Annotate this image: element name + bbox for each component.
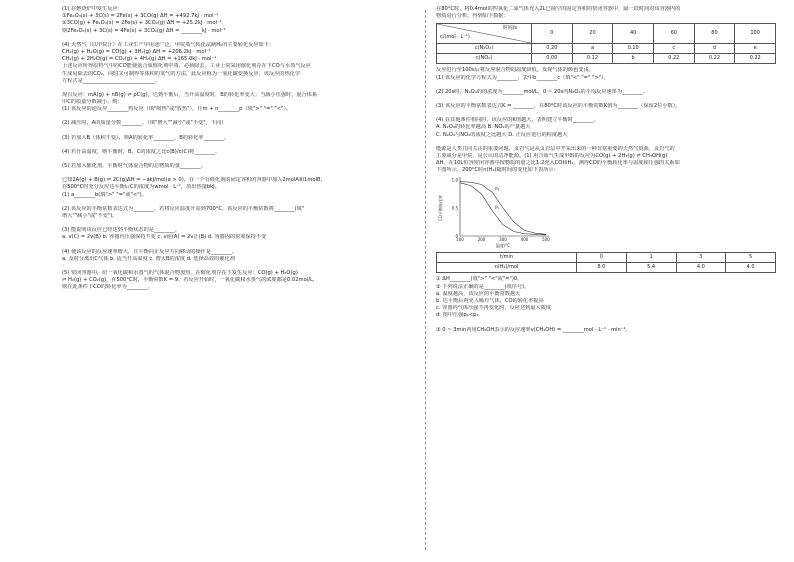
value-cell: 5.4	[626, 263, 676, 273]
series-line	[460, 183, 546, 235]
value-cell: 0.20	[532, 44, 573, 54]
table-row	[437, 54, 776, 64]
table-row	[437, 253, 776, 263]
concentration-table	[436, 23, 776, 64]
text-line: ②3CO(g) + Fe₂O₃(s) = 2Fe(s) + 3CO₂(g) ΔH = +25.2kJ · mol⁻¹	[62, 20, 222, 27]
text-line: c. 容器内气体压强不再变化时，反应达到最大限度	[436, 305, 552, 312]
spacer	[436, 139, 776, 146]
table-corner-header	[437, 24, 532, 44]
text-line: 上述反应所得原料气中的CO能使氨合成催化剂中毒，必须除去。工业上常采用催化剂存在下CO与水蒸气反应	[62, 63, 311, 70]
text-line: 中C的质量分数减小，则：	[62, 99, 123, 106]
value-cell: 4.0	[676, 263, 726, 273]
value-cell: b	[613, 54, 654, 64]
x-tick-label: 400	[520, 237, 529, 243]
text-line: 则2Fe₂O₃(s) + 3C(s) = 4Fe(s) + 3CO₂(g) ΔH = ________kJ · mol⁻¹	[62, 27, 226, 34]
spacer	[62, 85, 408, 92]
x-tick-label: 100	[456, 237, 464, 243]
text-line: ② 下列说法正确的是________(填序号)。	[436, 283, 530, 290]
text-line: a. v(C) = 2v(B) b. 容器内压强保持不变 c. v逆(A) = 2v正(B) d. 容器内的密度保持不变	[62, 234, 267, 241]
text-line: (2) 该反应的平衡常数表达式为________，若将反应温度升高到700°C，该反应的平衡常数将________(填"	[62, 205, 305, 212]
y-axis-label: CO平衡转化率	[438, 195, 443, 222]
value-cell: 0.22	[735, 54, 776, 64]
value-cell: 0.22	[694, 54, 735, 64]
spacer	[436, 110, 776, 117]
text-line: (3) 该反应的平衡常数表达式K = ________，在80°C时该反应的平衡常数K值为________（保留2位小数）。	[436, 102, 681, 109]
text-line: ① ΔH________(填">" "<"或"=")0。	[436, 276, 523, 283]
text-line: ⇌ H₂(g) + CO₂(g)，在500°C时，平衡常数K = 9。若反应开始时，一氧化碳和水蒸气的浓度都是0.02mol/L，	[62, 277, 319, 284]
text-line: ΔH，在10L恒容密闭容器中按物质的量之比1:2充入CO和H₂，测得CO的平衡转化率与温度和压强的关系如	[436, 160, 680, 167]
spacer	[62, 113, 408, 120]
row-label: n(H₂)/mol	[437, 263, 577, 273]
right-intro	[436, 6, 776, 20]
text-line: (3) 能说明该反应已经达到平衡状态的是________。	[62, 227, 180, 234]
series-label: P₂	[495, 186, 500, 192]
value-cell: 1	[626, 253, 676, 263]
x-tick-label: 300	[499, 237, 507, 243]
spacer	[62, 142, 408, 149]
table-row	[437, 263, 776, 273]
text-line: C. N₂O₄与NO₂的浓度之比越大 D. 正反应进行的程度越大	[436, 131, 568, 138]
column-divider	[425, 10, 426, 550]
text-line: CH₄(g) + 2H₂O(g) = CO₂(g) + 4H₂(g) ΔH = +165.0kJ · mol⁻¹	[62, 56, 217, 63]
text-line: 物质进行分析，得到如下数据：	[436, 13, 509, 20]
text-line: 在500°C时充分反应达平衡后C的浓度为wmol · L⁻¹，放出热量bkJ。	[62, 184, 220, 191]
value-cell: 3	[676, 253, 726, 263]
time-cell: 60	[653, 24, 694, 44]
right-column	[436, 6, 776, 334]
right-bottom-text	[436, 276, 776, 333]
text-line: 现有反应：mA(g) + nB(g) ⇌ pC(g)，达到平衡后，当升高温度时，B的转化率变大；当减小压强时，混合体系	[62, 91, 318, 98]
text-line: 方程式是____________________________。	[62, 77, 161, 84]
text-line: (1) 在燃烧炉中发生反应：	[62, 6, 123, 12]
text-line: (4) 若升高温度，则平衡时，B、C的浓度之比c(B)/c(C)将________。	[62, 148, 221, 155]
text-line: 增大""减小"或"不变")。	[62, 212, 118, 219]
value-cell: 0	[577, 253, 627, 263]
value-cell: 0.00	[532, 54, 573, 64]
text-line: a. 及时分离出C气体 b. 适当升高温度 c. 增大B的浓度 d. 选择高效的催化剂	[62, 255, 235, 262]
time-cell: 100	[735, 24, 776, 44]
table-row	[437, 44, 776, 54]
spacer	[62, 170, 408, 177]
text-line: (5) 密闭容器中，给一氧化碳和水蒸气的气体混合物加热，在催化剂存在下发生反应：CO(g) + H₂O(g)	[62, 269, 298, 276]
time-cell: 20	[572, 24, 613, 44]
value-cell: d	[694, 44, 735, 54]
value-cell: c	[653, 44, 694, 54]
text-line: (1) 该反应的逆反应________热反应（填"吸热"或"放热"），且m + n________p（填">" "=" "<"）。	[62, 106, 292, 113]
chart-area	[436, 174, 776, 252]
text-line: 生成易除去的CO₂，同时又可制得等体积的氢气的方法，此反应称为一氧化碳变换反应，该反应的热化学	[62, 70, 301, 77]
row-label: c(N₂O₄)	[437, 44, 532, 54]
hydrogen-table	[436, 252, 776, 273]
text-line: 主要成分是甲烷，是公认的洁净能源。(1) 用合成气生成甲醇的反应为CO(g) + 2H₂(g) ⇌ CH₃OH(g)	[436, 152, 668, 159]
y-tick-label: 1.0	[451, 177, 458, 183]
spacer	[436, 320, 776, 327]
text-line: CH₄(g) + H₂O(g) = CO(g) + 3H₂(g) ΔH = +206.2kJ · mol⁻¹	[62, 48, 211, 55]
text-line: (1) 该反应的化学方程式为________，表中b________c（填"<" "=" ">"）。	[436, 74, 609, 81]
text-line: (3) 若加入B（体积不变），则A的转化率________，B的转化率________。	[62, 134, 230, 141]
text-line: a. 温度越高，该反应的平衡常数越大	[436, 290, 521, 297]
value-cell: a	[572, 44, 613, 54]
text-line: d. 图中压强p₁<p₂	[436, 312, 479, 319]
series-line	[460, 182, 546, 235]
spacer	[62, 199, 408, 206]
value-cell: 0.22	[653, 54, 694, 64]
text-line: ③ 0 ~ 3min内用CH₃OH表示的反应速率v(CH₃OH) = ________mol · L⁻¹ · min⁻¹。	[436, 326, 631, 333]
spacer	[62, 35, 408, 42]
value-cell: 4.0	[726, 263, 776, 273]
text-line: A. N₂O₄的转化率越高 B. NO₂的产量越大	[436, 124, 531, 131]
conversion-chart	[436, 174, 556, 250]
spacer	[62, 242, 408, 249]
text-line: (4) 天然气（以甲烷计）在工业生产中用途广泛。甲烷蒸气转化法制H₂的主要转化反应如下：	[62, 41, 275, 48]
value-cell: 5	[726, 253, 776, 263]
text-line: 已知2A(g) + B(g) ⇌ 2C(g)ΔH = −akJ/mol(a > 0)，在一个有催化剂的固定容积的容器中加入2molA和1molB，	[62, 177, 326, 184]
text-line: 则在此条件下CO的转化率为________。	[62, 284, 153, 291]
text-line: (2) 20s时，N₂O₄的的浓度为________mol/L，0 ~ 20s内N₂O₄的平均反应速率为________。	[436, 88, 648, 95]
series-label: P₁	[495, 205, 500, 211]
y-tick-label: 0.5	[451, 205, 458, 211]
text-line: 能源是人类共同关注的重要问题。页岩气是从页岩层中开采出来的一种非常重要的天然气资源，页岩气的	[436, 145, 675, 152]
time-cell: 40	[613, 24, 654, 44]
time-cell: 80	[694, 24, 735, 44]
text-line: 下图所示，200°C时n(H₂)随时间的变化如下表所示：	[436, 167, 559, 174]
text-line: (4) 使该反应的反应速率增大，且平衡向正反应方向移动的操作是________。	[62, 248, 237, 255]
text-line: (1) a________b(填">" "="或"<")。	[62, 191, 147, 198]
header-conc: c/(mol · L⁻¹)	[440, 34, 470, 41]
y-tick-label: 0	[455, 233, 458, 239]
text-line: (4) 在其他条件相同时，该反应的K值越大，表明建立平衡时________。	[436, 117, 599, 124]
left-column	[62, 6, 408, 291]
text-line: (2) 减压时，A的质量分数________。（填"增大""减小"或"不变"，下同）	[62, 120, 227, 127]
text-line: b. 达平衡后再充入稀有气体，CO的转化率提高	[436, 298, 544, 304]
text-line: 在80°C时，将0.4mol的四氧化二氮气体充入2L已抽空的固定容积的密闭容器中，隔一段时间对该容器内的	[436, 6, 681, 12]
spacer	[436, 96, 776, 103]
spacer	[62, 220, 408, 227]
row-label: c(NO₂)	[437, 54, 532, 64]
header-time: 时间/s	[502, 25, 517, 32]
spacer	[62, 263, 408, 270]
text-line: ①Fe₂O₃(s) + 3C(s) = 2Fe(s) + 3CO(g) ΔH = +492.7kJ · mol⁻¹	[62, 13, 219, 20]
value-cell: 0.12	[572, 54, 613, 64]
time-cell: 0	[532, 24, 573, 44]
right-mid-text	[436, 67, 776, 174]
text-line: 反应进行至100s后将反应混合物的温度降低，发现气体的颜色变浅。	[436, 67, 594, 74]
x-axis-label: 温度/°C	[495, 243, 511, 249]
spacer	[436, 82, 776, 89]
x-tick-label: 500	[542, 237, 550, 243]
spacer	[62, 128, 408, 135]
text-line: (5) 若加入催化剂，平衡时气体混合物的总物质的量________。	[62, 163, 206, 169]
value-cell: 8.0	[577, 263, 627, 273]
spacer	[62, 156, 408, 163]
value-cell: e	[735, 44, 776, 54]
value-cell: 0.10	[613, 44, 654, 54]
x-tick-label: 200	[477, 237, 486, 243]
row-label: t/min	[437, 253, 577, 263]
